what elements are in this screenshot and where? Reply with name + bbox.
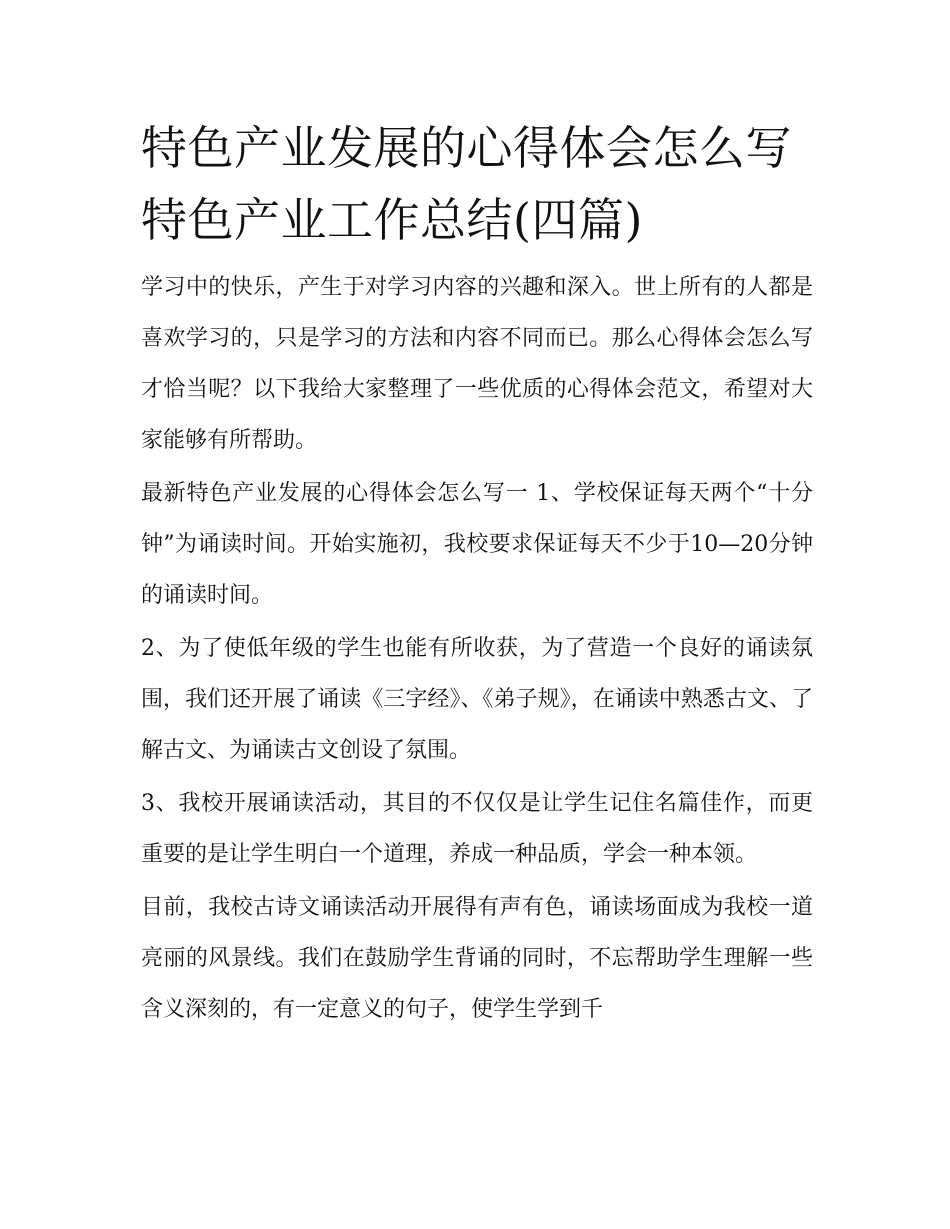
document-body xyxy=(141,112,813,1037)
paragraph-intro: 学习中的快乐，产生于对学习内容的兴趣和深入。世上所有的人都是喜欢学习的，只是学习的方法和内容不同而已。那么心得体会怎么写才恰当呢？以下我给大家整理了一些优质的心得体会范文，希望对大家能够有所帮助。 xyxy=(141,275,813,453)
paragraph-section-one: 最新特色产业发展的心得体会怎么写一 1、学校保证每天两个“十分钟”为诵读时间。开始实施初，我校要求保证每天不少于10—20分钟的诵读时间。 xyxy=(141,481,813,608)
document-title: 特色产业发展的心得体会怎么写 特色产业工作总结(四篇) xyxy=(141,121,792,247)
paragraph-point-two: 2、为了使低年级的学生也能有所收获，为了营造一个良好的诵读氛围，我们还开展了诵读《三字经》、《弟子规》，在诵读中熟悉古文、了解古文、为诵读古文创设了氛围。 xyxy=(141,636,813,763)
paragraph-current-status: 目前，我校古诗文诵读活动开展得有声有色，诵读场面成为我校一道亮丽的风景线。我们在鼓励学生背诵的同时，不忘帮助学生理解一些含义深刻的，有一定意义的句子，使学生学到千 xyxy=(141,895,813,1022)
paragraph-point-three: 3、我校开展诵读活动，其目的不仅仅是让学生记住名篇佳作，而更重要的是让学生明白一个道理，养成一种品质，学会一种本领。 xyxy=(141,791,813,867)
